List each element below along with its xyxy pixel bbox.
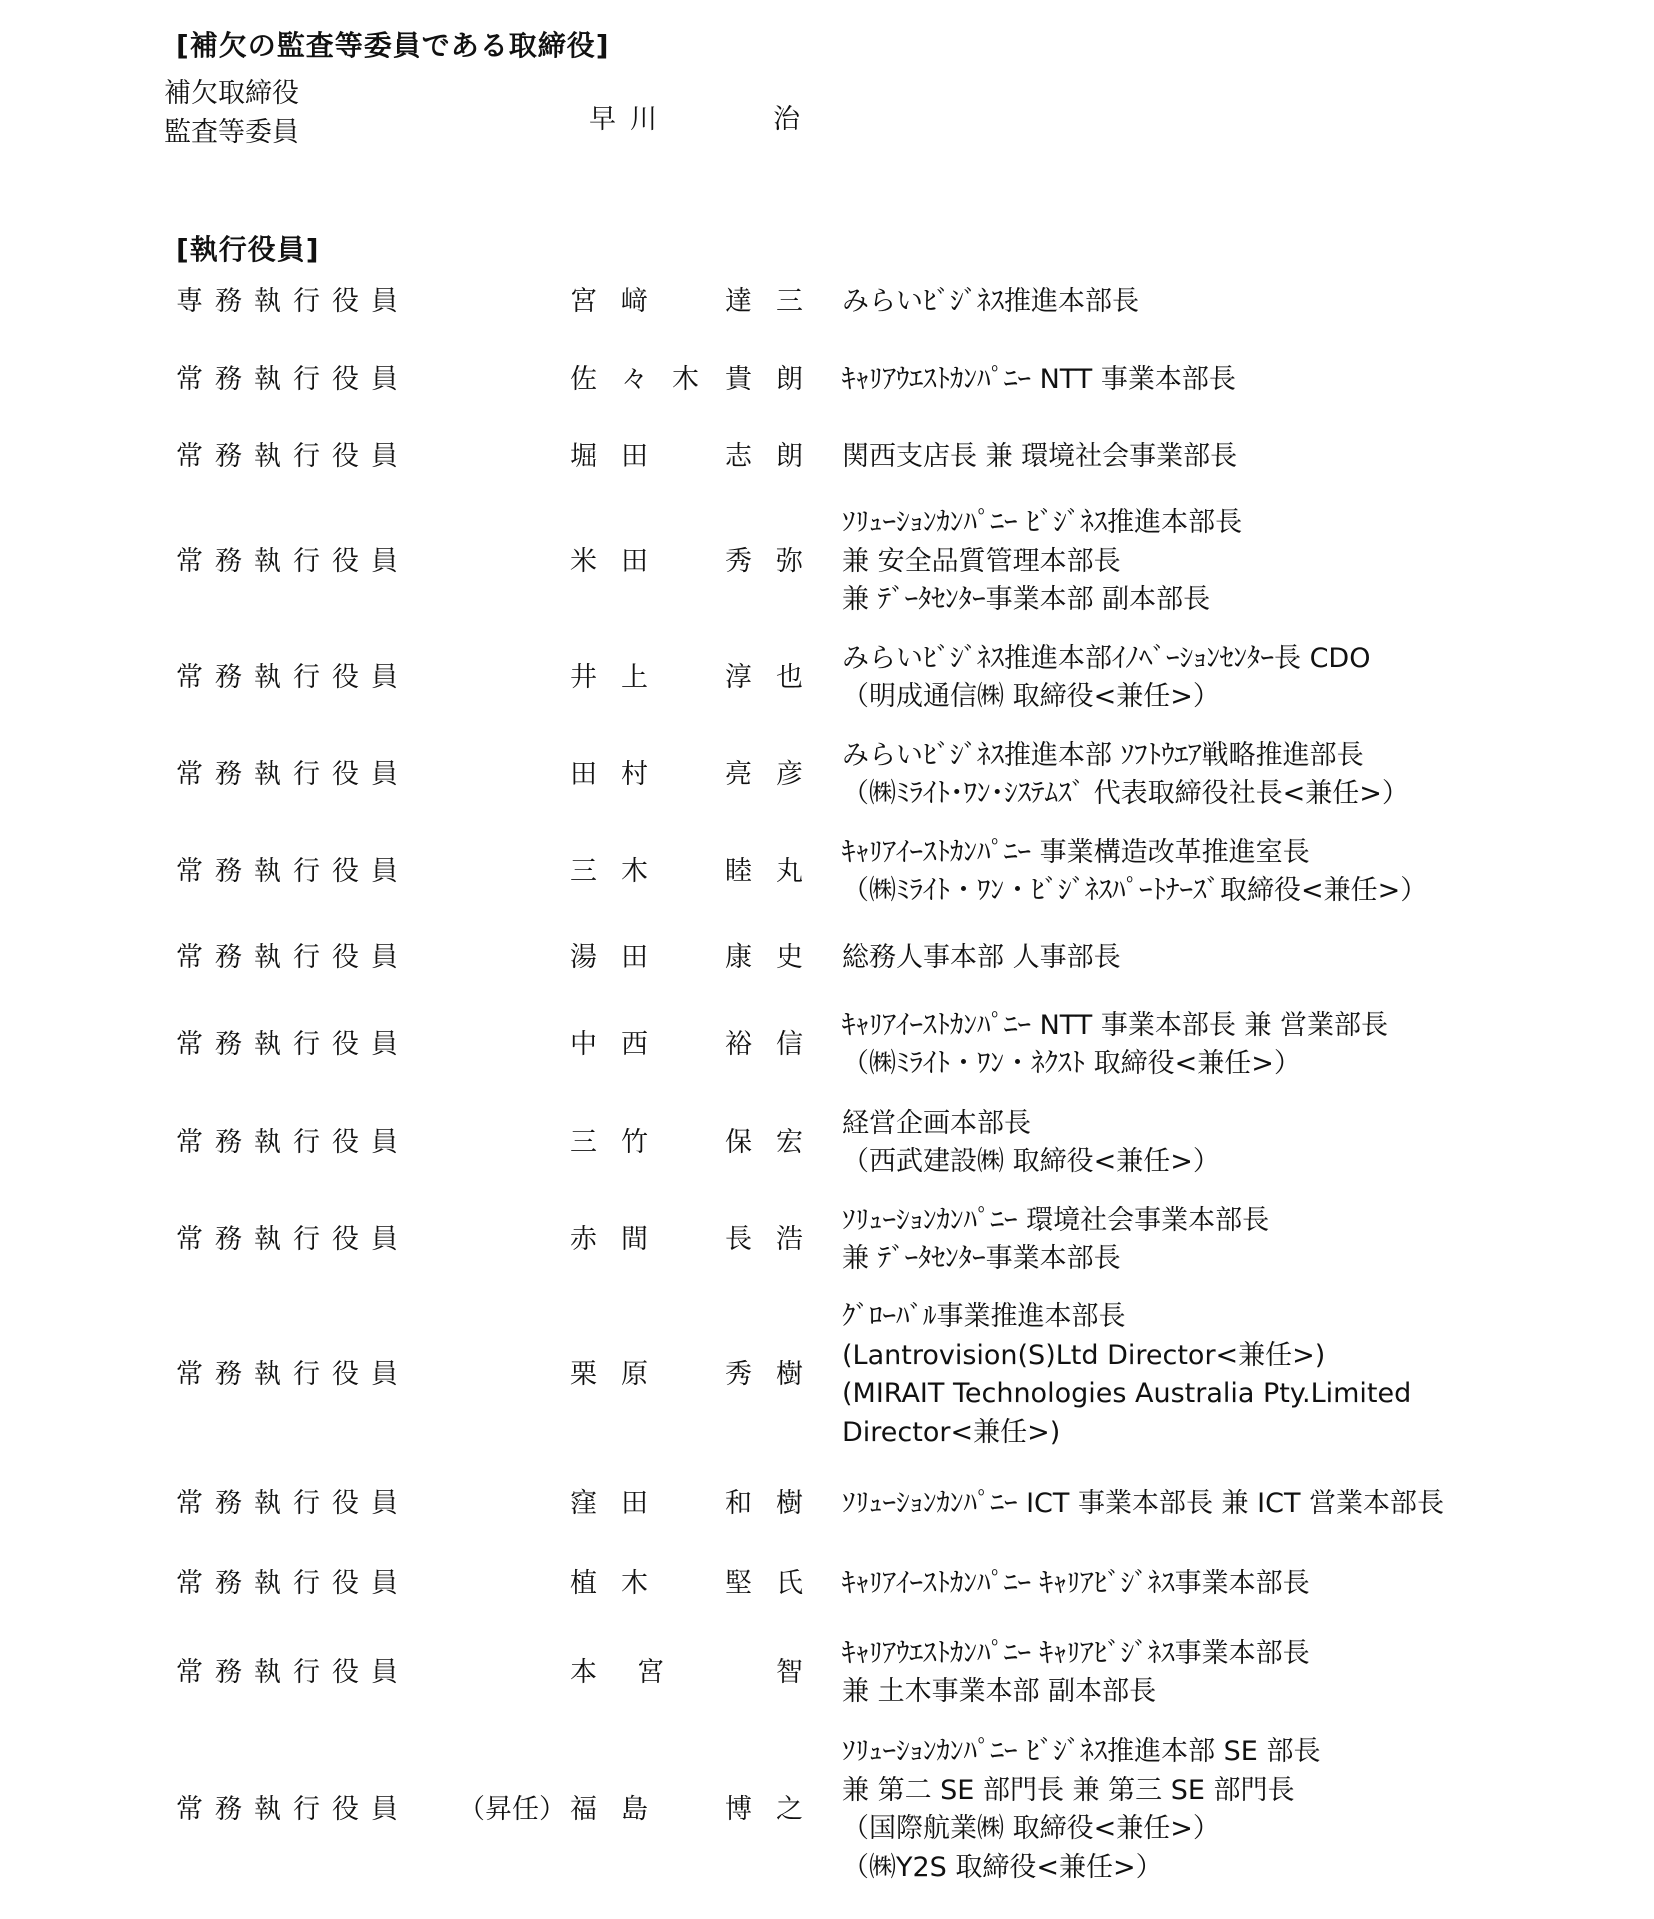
officer-duty-line: 兼 ﾃﾞｰﾀｾﾝﾀｰ事業本部長	[842, 1243, 1121, 1274]
officer-name-char: 信	[776, 1029, 803, 1060]
officer-name-char: 赤	[570, 1224, 597, 1255]
officer-name-char: 三	[776, 286, 803, 317]
officer-duty-line: （国際航業㈱ 取締役<兼任>）	[842, 1813, 1220, 1844]
officer-name-char: 堅	[725, 1568, 752, 1599]
officer-title: 常務執行役員	[176, 759, 410, 790]
officer-name-char: 間	[621, 1224, 648, 1255]
officer-name-char: 康	[725, 942, 752, 973]
officer-duty	[842, 1298, 1411, 1452]
officer-name-char: 田	[621, 546, 648, 577]
officer-name-char: 之	[776, 1794, 803, 1825]
officer-name-char: 堀	[570, 441, 597, 472]
officer-name-char: 米	[570, 546, 597, 577]
officer-duty-line: ｿﾘｭｰｼｮﾝｶﾝﾊﾟﾆｰ ﾋﾞｼﾞﾈｽ推進本部長	[842, 507, 1243, 539]
officer-title: 常務執行役員	[176, 1029, 410, 1060]
substitute-role-line: 監査等委員	[164, 117, 299, 148]
officer-name-char: 長	[725, 1224, 752, 1255]
officer-name-char: 和	[725, 1488, 752, 1519]
officer-duty	[842, 1565, 1310, 1604]
officer-name-char: 秀	[725, 1359, 752, 1390]
officer-name-char: 達	[725, 286, 752, 317]
officer-duty-line: 関西支店長 兼 環境社会事業部長	[842, 440, 1238, 472]
officer-duty-line: （㈱ﾐﾗｲﾄ・ﾜﾝ・ﾋﾞｼﾞﾈｽﾊﾟｰﾄﾅｰｽﾞ取締役<兼任>）	[842, 875, 1428, 906]
officer-duty-line: ｸﾞﾛｰﾊﾞﾙ事業推進本部長	[842, 1301, 1126, 1332]
officer-name-char: 宮	[637, 1657, 664, 1688]
officer-title: 常務執行役員	[176, 364, 410, 395]
officer-name-char: 栗	[570, 1359, 597, 1390]
substitute-role	[164, 74, 299, 152]
officer-name-char: 福	[570, 1794, 597, 1825]
officer-name-char: 保	[725, 1127, 752, 1158]
officer-duty-line: 兼 土木事業本部 副本部長	[842, 1676, 1157, 1707]
officer-title: 常務執行役員	[176, 546, 410, 577]
officer-title: 常務執行役員	[176, 1224, 410, 1255]
officer-name-char: 也	[776, 662, 803, 693]
officer-name-char: 原	[621, 1359, 648, 1390]
officer-duty-line: 兼 ﾃﾞｰﾀｾﾝﾀｰ事業本部 副本部長	[842, 584, 1211, 616]
officer-name-char: 氏	[776, 1568, 803, 1599]
officer-duty	[842, 1635, 1310, 1712]
officer-name-char: 木	[621, 1568, 648, 1599]
officer-title: 常務執行役員	[176, 662, 410, 693]
officer-duty-line: ｷｬﾘｱｳｴｽﾄｶﾝﾊﾟﾆｰ ｷｬﾘｱﾋﾞｼﾞﾈｽ事業本部長	[842, 1637, 1310, 1669]
officer-duty-line: ｿﾘｭｰｼｮﾝｶﾝﾊﾟﾆｰ ﾋﾞｼﾞﾈｽ推進本部 SE 部長	[842, 1736, 1321, 1767]
officer-name-char: 窪	[570, 1488, 597, 1519]
officer-duty-line: ｷｬﾘｱｲｰｽﾄｶﾝﾊﾟﾆｰ 事業構造改革推進室長	[842, 836, 1310, 868]
officer-duty-line: 経営企画本部長	[842, 1107, 1031, 1139]
officer-name-char: 村	[621, 759, 648, 790]
officer-name-char: 井	[570, 662, 597, 693]
officer-duty-line: ｿﾘｭｰｼｮﾝｶﾝﾊﾟﾆｰ ICT 事業本部長 兼 ICT 営業本部長	[842, 1487, 1445, 1519]
officer-duty-line: みらいﾋﾞｼﾞﾈｽ推進本部長	[842, 285, 1139, 317]
officer-duty	[842, 640, 1370, 717]
officer-duty	[842, 1485, 1444, 1524]
executive-section-title: [執行役員]	[176, 233, 320, 266]
substitute-name-char: 治	[773, 104, 800, 135]
officer-duty-line: 兼 第二 SE 部門長 兼 第三 SE 部門長	[842, 1774, 1295, 1806]
officer-name-char: 中	[570, 1029, 597, 1060]
officer-note: （昇任）	[458, 1794, 566, 1825]
officer-duty-line: （明成通信㈱ 取締役<兼任>）	[842, 681, 1220, 712]
officer-title: 常務執行役員	[176, 1568, 410, 1599]
officer-name-char: 史	[776, 942, 803, 973]
officer-duty-line: みらいﾋﾞｼﾞﾈｽ推進本部 ｿﾌﾄｳｴｱ戦略推進部長	[842, 739, 1364, 771]
officer-duty	[842, 283, 1139, 322]
officer-title: 常務執行役員	[176, 441, 410, 472]
officer-duty	[842, 361, 1236, 400]
officer-name-char: 田	[621, 942, 648, 973]
officer-title: 常務執行役員	[176, 1127, 410, 1158]
officer-name-char: 彦	[776, 759, 803, 790]
substitute-name-char: 川	[630, 104, 657, 135]
officer-duty-line: Director<兼任>)	[842, 1416, 1061, 1448]
officer-name-char: 西	[621, 1029, 648, 1060]
officer-title: 常務執行役員	[176, 1488, 410, 1519]
officer-name-char: 朗	[776, 364, 803, 395]
officer-name-char: 本	[570, 1657, 597, 1688]
substitute-role-line: 補欠取締役	[164, 78, 299, 109]
officer-name-char: 三	[570, 856, 597, 887]
officer-duty	[842, 438, 1237, 477]
officer-name-char: 田	[621, 441, 648, 472]
officer-duty	[842, 834, 1427, 911]
officer-name-char: 弥	[776, 546, 803, 577]
officer-duty-line: （㈱Y2S 取締役<兼任>）	[842, 1851, 1163, 1883]
officer-duty-line: (Lantrovision(S)Ltd Director<兼任>)	[842, 1339, 1326, 1371]
officer-duty-line: （㈱ﾐﾗｲﾄ･ﾜﾝ･ｼｽﾃﾑｽﾞ 代表取締役社長<兼任>）	[842, 778, 1409, 809]
officer-name-char: 博	[725, 1794, 752, 1825]
officer-name-char: 朗	[776, 441, 803, 472]
officer-title: 常務執行役員	[176, 856, 410, 887]
officer-name-char: 田	[621, 1488, 648, 1519]
officer-name-char: 樹	[776, 1488, 803, 1519]
officer-title: 常務執行役員	[176, 1794, 410, 1825]
officer-name-char: 竹	[621, 1127, 648, 1158]
officer-name-char: 志	[725, 441, 752, 472]
officer-duty-line: みらいﾋﾞｼﾞﾈｽ推進本部ｲﾉﾍﾞｰｼｮﾝｾﾝﾀｰ長 CDO	[842, 642, 1371, 674]
officer-duty	[842, 1007, 1388, 1084]
officer-duty-line: （西武建設㈱ 取締役<兼任>）	[842, 1146, 1220, 1177]
substitute-section-title: [補欠の監査等委員である取締役]	[176, 29, 610, 62]
officer-duty-line: (MIRAIT Technologies Australia Pty.Limited	[842, 1378, 1412, 1409]
officer-duty-line: 兼 安全品質管理本部長	[842, 545, 1121, 577]
officer-name-char: 木	[672, 364, 699, 395]
officer-name-char: 丸	[776, 856, 803, 887]
officer-name-char: 植	[570, 1568, 597, 1599]
officer-duty-line: ｷｬﾘｱｲｰｽﾄｶﾝﾊﾟﾆｰ NTT 事業本部長 兼 営業部長	[842, 1009, 1389, 1041]
officer-duty	[842, 939, 1121, 978]
officer-name-char: 睦	[725, 856, 752, 887]
officer-duty	[842, 1202, 1269, 1279]
officer-duty	[842, 1733, 1320, 1887]
officer-name-char: 貴	[725, 364, 752, 395]
officer-duty-line: ｷｬﾘｱｲｰｽﾄｶﾝﾊﾟﾆｰ ｷｬﾘｱﾋﾞｼﾞﾈｽ事業本部長	[842, 1567, 1310, 1599]
officer-name-char: 田	[570, 759, 597, 790]
substitute-name-char: 早	[589, 104, 616, 135]
officer-name-char: 裕	[725, 1029, 752, 1060]
officer-name-char: 宮	[570, 286, 597, 317]
officer-name-char: 樹	[776, 1359, 803, 1390]
officer-duty-line: （㈱ﾐﾗｲﾄ・ﾜﾝ・ﾈｸｽﾄ 取締役<兼任>）	[842, 1048, 1301, 1079]
officer-duty	[842, 504, 1242, 620]
officer-name-char: 浩	[776, 1224, 803, 1255]
officer-name-char: 智	[776, 1657, 803, 1688]
officer-duty-line: 総務人事本部 人事部長	[842, 941, 1121, 973]
officer-name-char: 木	[621, 856, 648, 887]
officer-name-char: 上	[621, 662, 648, 693]
officer-name-char: 々	[621, 364, 648, 395]
officer-title: 常務執行役員	[176, 1657, 410, 1688]
officer-title: 専務執行役員	[176, 286, 410, 317]
officer-name-char: 淳	[725, 662, 752, 693]
officer-name-char: 﨑	[621, 286, 648, 317]
officer-name-char: 亮	[725, 759, 752, 790]
officer-duty	[842, 1105, 1220, 1182]
officer-title: 常務執行役員	[176, 1359, 410, 1390]
officer-title: 常務執行役員	[176, 942, 410, 973]
officer-duty-line: ｷｬﾘｱｳｴｽﾄｶﾝﾊﾟﾆｰ NTT 事業本部長	[842, 363, 1236, 395]
officer-name-char: 秀	[725, 546, 752, 577]
officer-name-char: 湯	[570, 942, 597, 973]
officer-name-char: 島	[621, 1794, 648, 1825]
officer-duty-line: ｿﾘｭｰｼｮﾝｶﾝﾊﾟﾆｰ 環境社会事業本部長	[842, 1204, 1270, 1236]
officer-name-char: 宏	[776, 1127, 803, 1158]
officer-duty	[842, 737, 1409, 814]
officer-name-char: 三	[570, 1127, 597, 1158]
officer-name-char: 佐	[570, 364, 597, 395]
